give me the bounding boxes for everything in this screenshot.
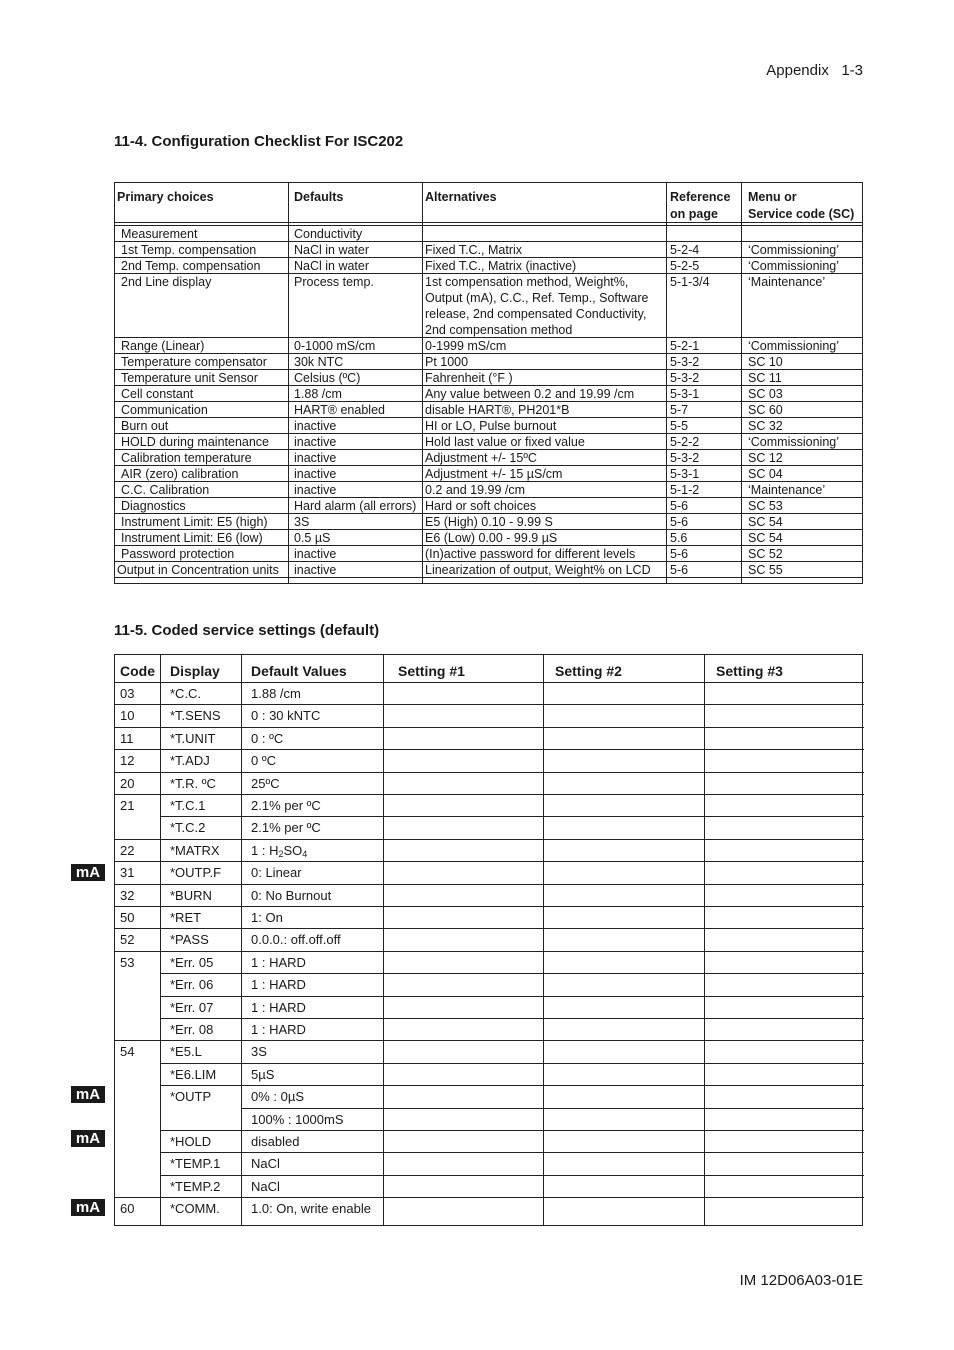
cell-alternative: Hard or soft choices bbox=[425, 499, 537, 513]
cell-menu-code: SC 54 bbox=[748, 531, 783, 545]
cell-primary-choice: AIR (zero) calibration bbox=[121, 467, 239, 481]
cell-alternative: Any value between 0.2 and 19.99 /cm bbox=[425, 387, 635, 401]
cell-default-value: 1: On bbox=[251, 910, 283, 925]
cell-reference: 5-7 bbox=[670, 403, 689, 417]
row-divider bbox=[115, 704, 864, 705]
cell-menu-code: SC 10 bbox=[748, 355, 783, 369]
header-setting-3: Setting #3 bbox=[716, 663, 783, 679]
cell-menu-code: SC 12 bbox=[748, 451, 783, 465]
cell-display: *BURN bbox=[170, 887, 212, 903]
cell-reference: 5.6 bbox=[670, 531, 688, 545]
cell-default: 1.88 /cm bbox=[294, 387, 342, 401]
column-divider bbox=[704, 655, 705, 1225]
cell-code: 21 bbox=[120, 798, 135, 813]
cell-display: *OUTP.F bbox=[170, 865, 222, 881]
cell-default: inactive bbox=[294, 547, 337, 561]
cell-alternative: Pt 1000 bbox=[425, 355, 469, 369]
cell-code: 32 bbox=[120, 887, 135, 903]
cell-default: inactive bbox=[294, 451, 337, 465]
formula-part: 1 : H bbox=[251, 842, 279, 858]
cell-reference: 5-5 bbox=[670, 419, 689, 433]
cell-menu-code: SC 54 bbox=[748, 515, 783, 529]
cell-reference: 5-2-1 bbox=[670, 339, 700, 353]
cell-alternative: Fixed T.C., Matrix bbox=[425, 243, 523, 257]
row-divider bbox=[115, 951, 864, 952]
checklist-row bbox=[115, 402, 862, 418]
header-code: Code bbox=[120, 663, 155, 679]
cell-code: 31 bbox=[120, 865, 135, 881]
cell-menu-code: SC 52 bbox=[748, 547, 783, 561]
column-divider bbox=[160, 655, 161, 1225]
cell-default-value: 100% : 1000mS bbox=[251, 1111, 344, 1127]
cell-default: inactive bbox=[294, 483, 337, 497]
cell-display: *Err. 06 bbox=[170, 977, 214, 993]
cell-display: *HOLD bbox=[170, 1134, 212, 1149]
cell-primary-choice: Calibration temperature bbox=[121, 451, 252, 465]
cell-default-value: 0 : ºC bbox=[251, 730, 284, 746]
cell-code: 53 bbox=[120, 954, 135, 970]
checklist-row bbox=[115, 370, 862, 386]
cell-menu-code: SC 55 bbox=[748, 563, 783, 577]
cell-code: 03 bbox=[120, 686, 135, 701]
row-divider bbox=[115, 682, 864, 683]
section-title-coded-settings: 11-5. Coded service settings (default) bbox=[114, 622, 380, 639]
checklist-row bbox=[115, 466, 862, 482]
configuration-checklist-table bbox=[114, 182, 863, 584]
cell-alternative: Hold last value or fixed value bbox=[425, 435, 585, 449]
cell-alternative: E5 (High) 0.10 - 9.99 S bbox=[425, 515, 553, 529]
cell-default-value: 2.1% per ºC bbox=[251, 820, 321, 836]
ma-badge: mA bbox=[71, 1130, 105, 1147]
header-menu-line1: Menu or bbox=[748, 190, 797, 204]
cell-reference: 5-3-2 bbox=[670, 371, 700, 385]
cell-menu-code: SC 04 bbox=[748, 467, 783, 481]
cell-default-value: 1 : HARD bbox=[251, 977, 306, 993]
cell-code: 12 bbox=[120, 753, 135, 769]
cell-primary-choice: HOLD during maintenance bbox=[121, 435, 269, 449]
checklist-row bbox=[115, 242, 862, 258]
cell-alternative: 0-1999 mS/cm bbox=[425, 339, 507, 353]
cell-reference: 5-6 bbox=[670, 515, 689, 529]
cell-primary-choice: Cell constant bbox=[121, 387, 194, 401]
document-id: IM 12D06A03-01E bbox=[739, 1272, 863, 1289]
cell-alternative: Fahrenheit (°F ) bbox=[425, 371, 513, 385]
cell-reference: 5-2-2 bbox=[670, 435, 700, 449]
cell-reference: 5-3-1 bbox=[670, 387, 700, 401]
cell-default: Process temp. bbox=[294, 275, 374, 289]
cell-primary-choice: Communication bbox=[121, 403, 208, 417]
cell-reference: 5-6 bbox=[670, 547, 689, 561]
row-divider bbox=[115, 861, 864, 862]
cell-alternative: 1st compensation method, Weight%, Output (mA), C.C., Ref. Temp., Software release, 2nd compensated Conductivity, 2nd compensation method bbox=[425, 275, 649, 337]
cell-display: *OUTP bbox=[170, 1089, 212, 1105]
header-default-values: Default Values bbox=[251, 663, 347, 679]
ma-badge: mA bbox=[71, 1086, 105, 1103]
cell-default: Celsius (ºC) bbox=[294, 371, 361, 385]
checklist-row bbox=[115, 482, 862, 498]
row-divider bbox=[115, 749, 864, 750]
cell-alternative: (In)active password for different levels bbox=[425, 547, 636, 561]
row-divider bbox=[115, 1197, 864, 1198]
cell-display: *COMM. bbox=[170, 1201, 220, 1217]
cell-menu-code: SC 32 bbox=[748, 419, 783, 433]
cell-reference: 5-2-4 bbox=[670, 243, 700, 257]
cell-primary-choice: Output in Concentration units bbox=[117, 563, 279, 577]
checklist-row bbox=[115, 562, 862, 578]
cell-code: 11 bbox=[120, 730, 134, 746]
cell-display: *T.C.2 bbox=[170, 820, 206, 836]
checklist-row bbox=[115, 226, 862, 242]
cell-alternative: Fixed T.C., Matrix (inactive) bbox=[425, 259, 577, 273]
cell-display: *RET bbox=[170, 910, 202, 925]
formula-part: SO bbox=[283, 842, 303, 858]
header-menu-code bbox=[748, 189, 854, 223]
cell-reference: 5-2-5 bbox=[670, 259, 700, 273]
row-divider bbox=[115, 794, 864, 795]
checklist-row bbox=[115, 434, 862, 450]
cell-display: *T.ADJ bbox=[170, 753, 210, 769]
cell-default: HART® enabled bbox=[294, 403, 385, 417]
row-divider bbox=[115, 772, 864, 773]
cell-default-value: NaCl bbox=[251, 1178, 280, 1194]
header-primary-choices: Primary choices bbox=[117, 190, 214, 204]
cell-default-value: 1 : HARD bbox=[251, 1022, 306, 1037]
cell-default: inactive bbox=[294, 467, 337, 481]
cell-default: 0-1000 mS/cm bbox=[294, 339, 376, 353]
cell-default: inactive bbox=[294, 435, 337, 449]
cell-reference: 5-6 bbox=[670, 499, 689, 513]
cell-primary-choice: C.C. Calibration bbox=[121, 483, 210, 497]
cell-default-value: 5µS bbox=[251, 1066, 275, 1082]
cell-primary-choice: Diagnostics bbox=[121, 499, 186, 513]
cell-menu-code: SC 11 bbox=[748, 371, 782, 385]
checklist-row bbox=[115, 514, 862, 530]
cell-display: *MATRX bbox=[170, 842, 220, 858]
checklist-row bbox=[115, 530, 862, 546]
cell-display: *E5.L bbox=[170, 1044, 202, 1060]
cell-default-value: 1.0: On, write enable bbox=[251, 1201, 371, 1217]
cell-code: 20 bbox=[120, 775, 135, 791]
page-header: Appendix 1-3 bbox=[766, 62, 863, 79]
header-defaults: Defaults bbox=[294, 190, 344, 204]
cell-display: *Err. 05 bbox=[170, 954, 214, 970]
cell-default: inactive bbox=[294, 419, 337, 433]
cell-code: 10 bbox=[120, 708, 135, 724]
header-reference-line1: Reference bbox=[670, 190, 731, 204]
cell-default: NaCl in water bbox=[294, 243, 370, 257]
cell-default-value: NaCl bbox=[251, 1156, 280, 1172]
coded-service-settings-table bbox=[114, 654, 863, 1226]
cell-menu-code: SC 03 bbox=[748, 387, 783, 401]
cell-alternative: E6 (Low) 0.00 - 99.9 µS bbox=[425, 531, 558, 545]
cell-alternative: 0.2 and 19.99 /cm bbox=[425, 483, 526, 497]
cell-alternative: Adjustment +/- 15ºC bbox=[425, 451, 537, 465]
cell-menu-code: ‘Maintenance’ bbox=[748, 483, 826, 497]
checklist-row bbox=[115, 546, 862, 562]
cell-code: 50 bbox=[120, 910, 135, 925]
cell-display: *TEMP.2 bbox=[170, 1178, 221, 1194]
cell-display: *Err. 08 bbox=[170, 1022, 214, 1037]
header-setting-2: Setting #2 bbox=[555, 663, 622, 679]
cell-reference: 5-3-2 bbox=[670, 451, 700, 465]
cell-primary-choice: Temperature unit Sensor bbox=[121, 371, 258, 385]
checklist-row bbox=[115, 338, 862, 354]
cell-default: Conductivity bbox=[294, 227, 363, 241]
header-menu-line2: Service code (SC) bbox=[748, 207, 855, 221]
cell-default: 0.5 µS bbox=[294, 531, 331, 545]
cell-menu-code: ‘Maintenance’ bbox=[748, 275, 826, 289]
cell-menu-code: ‘Commissioning’ bbox=[748, 435, 839, 449]
cell-display: *T.C.1 bbox=[170, 798, 206, 813]
cell-default-value: 0: Linear bbox=[251, 865, 302, 881]
cell-menu-code: SC 60 bbox=[748, 403, 783, 417]
ma-badge: mA bbox=[71, 864, 105, 881]
cell-primary-choice: Password protection bbox=[121, 547, 235, 561]
cell-default-value: 3S bbox=[251, 1044, 267, 1060]
cell-default-value: 2.1% per ºC bbox=[251, 798, 321, 813]
cell-primary-choice: Measurement bbox=[121, 227, 198, 241]
cell-default-value: 1 : HARD bbox=[251, 954, 306, 970]
formula-part: 2 bbox=[278, 848, 284, 859]
cell-default-value: 0 ºC bbox=[251, 753, 276, 769]
row-divider bbox=[115, 839, 864, 840]
cell-code: 54 bbox=[120, 1044, 135, 1060]
cell-display: *T.SENS bbox=[170, 708, 221, 724]
checklist-row bbox=[115, 450, 862, 466]
cell-default-value: disabled bbox=[251, 1134, 300, 1149]
cell-primary-choice: 1st Temp. compensation bbox=[121, 243, 257, 257]
cell-menu-code: ‘Commissioning’ bbox=[748, 243, 839, 257]
checklist-row bbox=[115, 418, 862, 434]
row-divider bbox=[115, 906, 864, 907]
checklist-row bbox=[115, 354, 862, 370]
cell-default-value: 25ºC bbox=[251, 775, 280, 791]
row-divider bbox=[115, 884, 864, 885]
cell-reference: 5-1-3/4 bbox=[670, 275, 710, 289]
cell-alternative: Linearization of output, Weight% on LCD bbox=[425, 563, 651, 577]
cell-default-value: 1.88 /cm bbox=[251, 686, 301, 701]
column-divider bbox=[383, 655, 384, 1225]
cell-alternative: Adjustment +/- 15 µS/cm bbox=[425, 467, 563, 481]
cell-menu-code: ‘Commissioning’ bbox=[748, 259, 839, 273]
cell-default: inactive bbox=[294, 563, 337, 577]
cell-primary-choice: 2nd Temp. compensation bbox=[121, 259, 261, 273]
column-divider bbox=[543, 655, 544, 1225]
cell-default: Hard alarm (all errors) bbox=[294, 499, 417, 513]
checklist-row bbox=[115, 258, 862, 274]
column-divider bbox=[241, 655, 242, 1225]
formula-part: 4 bbox=[302, 848, 308, 859]
header-setting-1: Setting #1 bbox=[398, 663, 465, 679]
cell-primary-choice: Temperature compensator bbox=[121, 355, 267, 369]
cell-display: *Err. 07 bbox=[170, 999, 214, 1015]
row-divider bbox=[115, 1040, 864, 1041]
cell-default-value: 0.0.0.: off.off.off bbox=[251, 932, 341, 948]
cell-code: 22 bbox=[120, 842, 135, 858]
cell-primary-choice: 2nd Line display bbox=[121, 275, 212, 289]
checklist-row bbox=[115, 386, 862, 402]
cell-default-value: 0: No Burnout bbox=[251, 887, 332, 903]
cell-primary-choice: Instrument Limit: E6 (low) bbox=[121, 531, 263, 545]
cell-reference: 5-3-1 bbox=[670, 467, 700, 481]
header-reference-line2: on page bbox=[670, 207, 718, 221]
cell-code: 60 bbox=[120, 1201, 135, 1217]
cell-display: *PASS bbox=[170, 932, 209, 948]
cell-display: *TEMP.1 bbox=[170, 1156, 221, 1172]
header-reference bbox=[670, 189, 730, 223]
cell-reference: 5-6 bbox=[670, 563, 689, 577]
cell-default: 30k NTC bbox=[294, 355, 344, 369]
cell-menu-code: ‘Commissioning’ bbox=[748, 339, 839, 353]
header-alternatives: Alternatives bbox=[425, 190, 497, 204]
cell-alternative: disable HART®, PH201*B bbox=[425, 403, 570, 417]
cell-default-value: 0 : 30 kNTC bbox=[251, 708, 321, 724]
checklist-row bbox=[115, 498, 862, 514]
checklist-row bbox=[115, 274, 862, 338]
row-divider bbox=[115, 727, 864, 728]
cell-default-value: 1 : HARD bbox=[251, 999, 306, 1015]
cell-code: 52 bbox=[120, 932, 135, 948]
cell-default-value: 0% : 0µS bbox=[251, 1089, 305, 1105]
cell-default: NaCl in water bbox=[294, 259, 370, 273]
cell-alternative: HI or LO, Pulse burnout bbox=[425, 419, 557, 433]
cell-display: *T.R. ºC bbox=[170, 775, 216, 791]
cell-primary-choice: Instrument Limit: E5 (high) bbox=[121, 515, 268, 529]
cell-display: *T.UNIT bbox=[170, 730, 216, 746]
cell-menu-code: SC 53 bbox=[748, 499, 783, 513]
section-title-checklist: 11-4. Configuration Checklist For ISC202 bbox=[114, 133, 404, 150]
ma-badge: mA bbox=[71, 1199, 105, 1216]
cell-primary-choice: Range (Linear) bbox=[121, 339, 205, 353]
cell-display: *C.C. bbox=[170, 686, 202, 701]
cell-default: 3S bbox=[294, 515, 310, 529]
header-display: Display bbox=[170, 663, 220, 679]
cell-display: *E6.LIM bbox=[170, 1066, 217, 1082]
cell-primary-choice: Burn out bbox=[121, 419, 169, 433]
cell-reference: 5-1-2 bbox=[670, 483, 700, 497]
cell-reference: 5-3-2 bbox=[670, 355, 700, 369]
row-divider bbox=[115, 928, 864, 929]
